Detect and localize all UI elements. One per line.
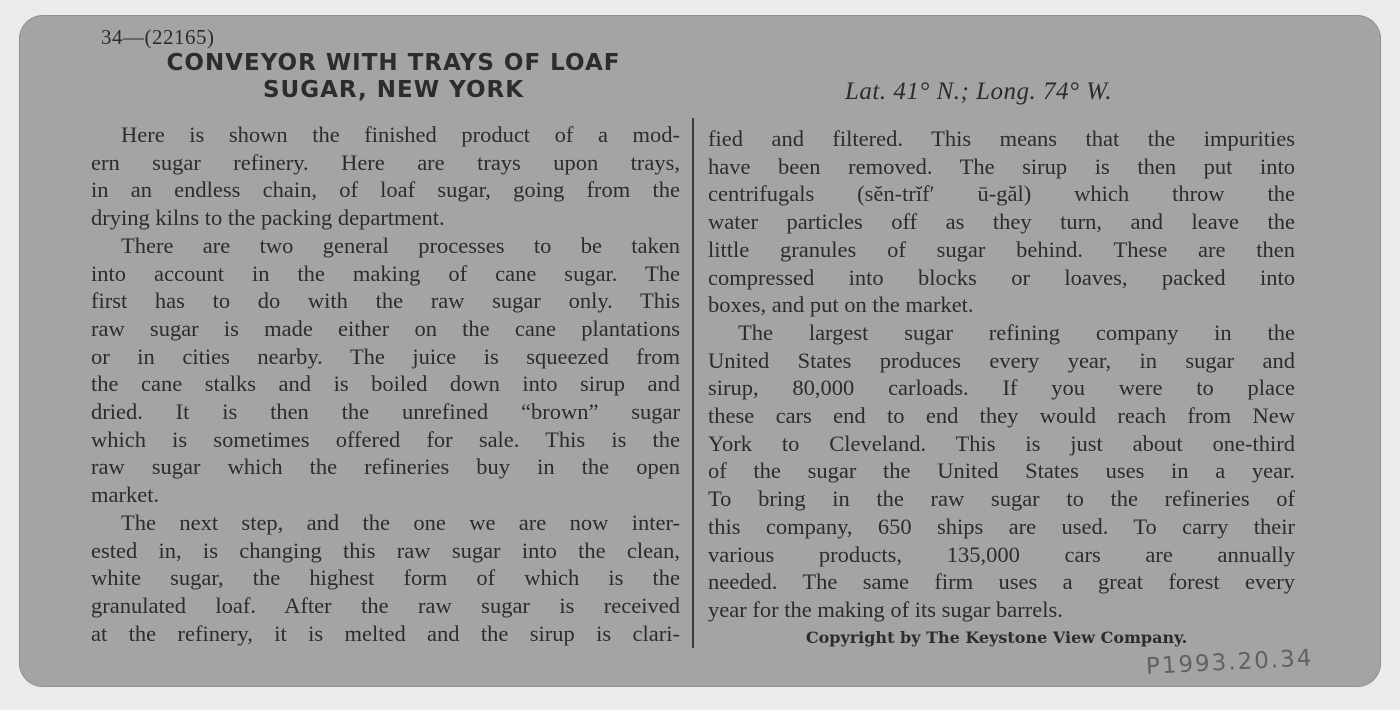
text-paragraph	[708, 319, 1295, 624]
text-line: have been removed. The sirup is then put into	[708, 153, 1295, 179]
text-line: in an endless chain, of loaf sugar, going from the	[91, 177, 680, 203]
text-paragraph	[708, 125, 1295, 319]
text-line: of the sugar the United States uses in a year.	[708, 458, 1295, 484]
text-line: compressed into blocks or loaves, packed into	[708, 264, 1295, 290]
text-line: granulated loaf. After the raw sugar is received	[91, 592, 680, 618]
text-line: Here is shown the finished product of a mod-	[121, 122, 680, 147]
column-divider	[692, 118, 694, 648]
copyright-notice: Copyright by The Keystone View Company.	[805, 628, 1188, 647]
text-line: There are two general processes to be taken	[121, 232, 680, 258]
text-line: market.	[91, 482, 160, 508]
text-line: fied and filtered. This means that the impurities	[708, 126, 1295, 151]
text-line: ested in, is changing this raw sugar into the clean,	[91, 537, 680, 563]
text-line: or in cities nearby. The juice is squeezed from	[91, 343, 680, 369]
text-line: raw sugar is made either on the cane plantations	[91, 315, 680, 341]
left-text-column	[91, 121, 680, 647]
text-line: boxes, and put on the market.	[708, 292, 974, 318]
text-paragraph	[91, 121, 680, 232]
coordinates: Lat. 41° N.; Long. 74° W.	[845, 78, 1113, 105]
text-line: drying kilns to the packing department.	[91, 205, 445, 231]
text-line: needed. The same firm uses a great forest every	[708, 569, 1295, 595]
card-title-line: CONVEYOR WITH TRAYS OF LOAF	[166, 50, 621, 76]
text-line: centrifugals (sĕn-trĭf′ ū-găl) which throw the	[708, 181, 1295, 207]
text-line: at the refinery, it is melted and the sirup is clari-	[91, 620, 680, 646]
text-line: dried. It is then the unrefined “brown” sugar	[91, 399, 680, 425]
text-paragraph	[91, 509, 680, 648]
text-line: raw sugar which the refineries buy in the open	[91, 454, 680, 480]
text-line: white sugar, the highest form of which is the	[91, 565, 680, 591]
text-line: year for the making of its sugar barrels.	[708, 596, 1063, 622]
text-line: water particles off as they turn, and leave the	[708, 209, 1295, 235]
card-title	[101, 50, 686, 104]
text-line: which is sometimes offered for sale. This is the	[91, 426, 680, 452]
card-number: 34—(22165)	[101, 25, 215, 49]
text-line: little granules of sugar behind. These are then	[708, 236, 1295, 262]
text-line: York to Cleveland. This is just about one-third	[708, 430, 1295, 456]
text-line: this company, 650 ships are used. To carry their	[708, 513, 1295, 539]
text-line: sirup, 80,000 carloads. If you were to place	[708, 375, 1295, 401]
text-line: The largest sugar refining company in the	[738, 319, 1295, 345]
text-line: into account in the making of cane sugar. The	[91, 260, 680, 286]
text-line: ern sugar refinery. Here are trays upon trays,	[91, 149, 680, 175]
text-line: these cars end to end they would reach from New	[708, 403, 1295, 429]
accession-number: P1993.20.34	[1145, 645, 1315, 680]
right-text-column	[708, 125, 1295, 624]
text-paragraph	[91, 232, 680, 509]
text-line: various products, 135,000 cars are annually	[708, 541, 1295, 567]
text-line: The next step, and the one we are now inter-	[121, 509, 680, 535]
text-line: United States produces every year, in sugar and	[708, 347, 1295, 373]
text-line: To bring in the raw sugar to the refineries of	[708, 486, 1295, 512]
text-line: the cane stalks and is boiled down into sirup and	[91, 371, 680, 397]
text-line: first has to do with the raw sugar only. This	[91, 288, 680, 314]
card-title-line: SUGAR, NEW YORK	[262, 77, 525, 103]
